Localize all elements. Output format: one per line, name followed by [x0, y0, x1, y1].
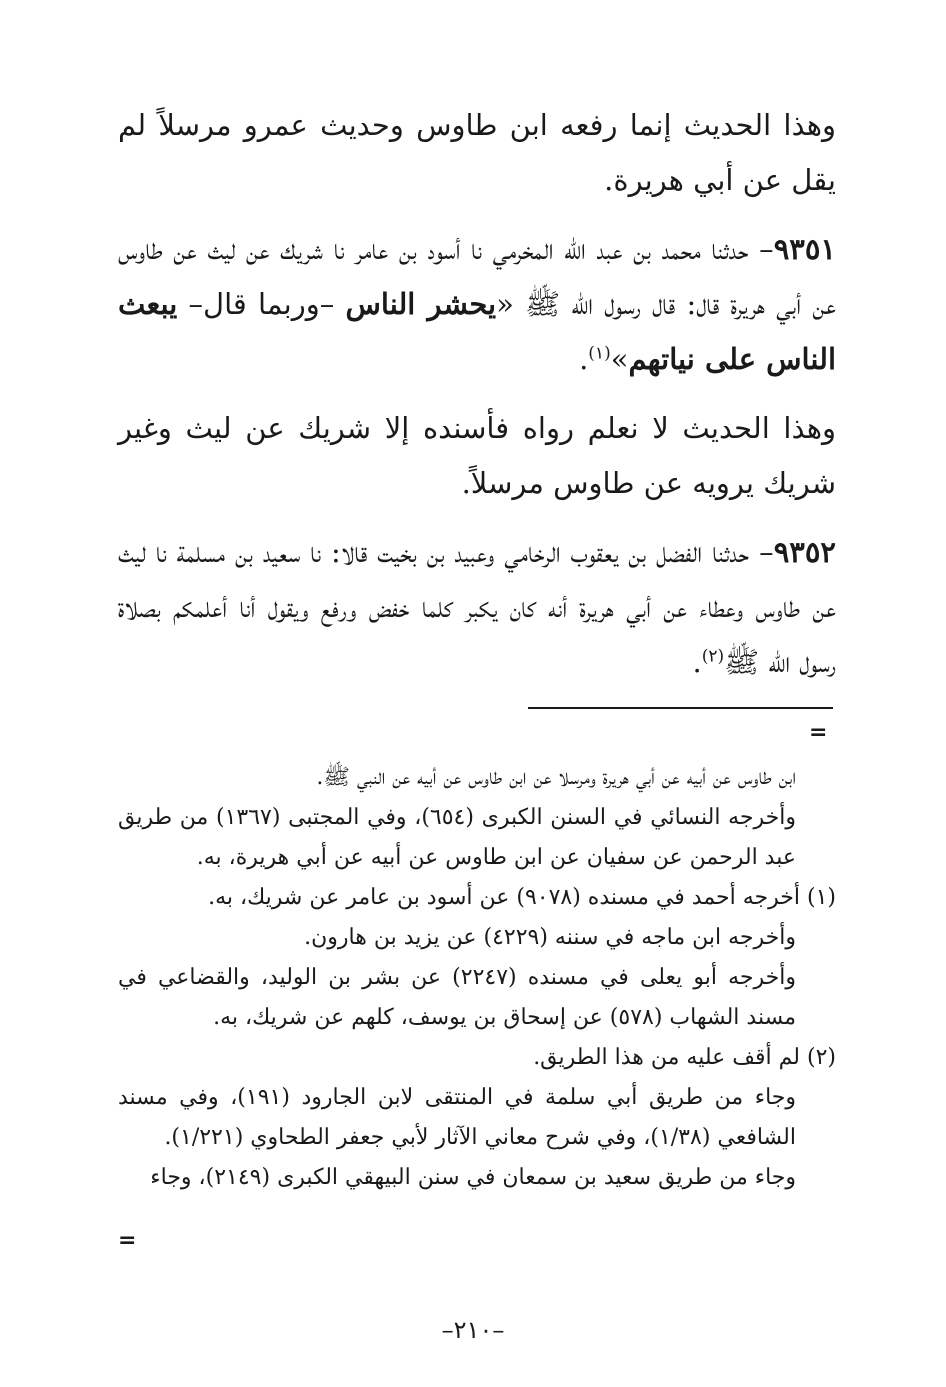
footnote-line: ابن طاوس عن أبيه عن أبي هريرة ومرسلا عن ابن طاوس عن أبيه عن النبي ﷺ.: [316, 765, 796, 790]
footnote-1: (١) أخرجه أحمد في مسنده (٩٠٧٨) عن أسود بن عامر عن شريك، به.: [208, 885, 836, 910]
hadith-text: –وربما قال–: [177, 287, 346, 321]
paragraph-1: وهذا الحديث إنما رفعه ابن طاوس وحديث عمرو مرسلاً لم يقل عن أبي هريرة.: [118, 108, 836, 197]
footnote-line: وأخرجه النسائي في السنن الكبرى (٦٥٤)، وفي المجتبى (١٣٦٧) من طريق عبد الرحمن عن سفيان عن ابن طاوس عن أبيه عن أبي هريرة، به.: [118, 805, 796, 870]
hadith-matn-bold: يحشر الناس: [345, 287, 497, 321]
footnote-line: وأخرجه أبو يعلى في مسنده (٢٢٤٧) عن بشر بن الوليد، والقضاعي في مسند الشهاب (٥٧٨) عن إسحاق بن يوسف، كلهم عن شريك، به.: [118, 965, 797, 1030]
hadith-9351: [118, 222, 836, 387]
hadith-matn-bold: يبعث الناس على نياتهم: [118, 287, 836, 376]
hadith-text: – حدثنا الفضل بن يعقوب الرخامي وعبيد بن بخيت قالا: نا سعيد بن مسلمة نا ليث عن طاوس وعطاء عن أبي هريرة أنه كان يكبر كلما خفض ورفع ويقول أنا أعلمكم بصلاة رسول الله ﷺ: [118, 535, 836, 679]
hadith-text: .: [579, 342, 589, 376]
hadith-text: »: [610, 342, 629, 376]
paragraph-3: وهذا الحديث لا نعلم رواه فأسنده إلا شريك عن ليث وغير شريك يرويه عن طاوس مرسلاً.: [118, 411, 836, 500]
footnote-ref: (٢): [701, 646, 725, 667]
hadith-number: ٩٣٥١: [773, 232, 836, 266]
hadith-text: – حدثنا محمد بن عبد الله المخرمي نا أسود بن عامر نا شريك عن ليث عن طاوس عن أبي هريرة قال: قال رسول الله ﷺ «: [118, 232, 836, 321]
footnote-line: وجاء من طريق سعيد بن سمعان في سنن البيهقي الكبرى (٢١٤٩)، وجاء: [150, 1165, 796, 1190]
footnote-ref: (١): [588, 343, 611, 364]
hadith-number: ٩٣٥٢: [773, 535, 836, 569]
page-number: –٢١٠–: [441, 1316, 505, 1344]
hadith-text: .: [692, 645, 702, 679]
continuation-mark: =: [118, 1228, 137, 1253]
hadith-9352: [118, 525, 836, 690]
main-text: [118, 98, 836, 704]
footnote-line: وجاء من طريق أبي سلمة في المنتقى لابن الجارود (١٩١)، وفي مسند الشافعي (١/٣٨)، وفي شرح معاني الآثار لأبي جعفر الطحاوي (١/٢٢١).: [118, 1085, 797, 1150]
footnotes: [118, 758, 836, 1198]
continuation-mark: =: [809, 720, 828, 745]
footnote-separator: [528, 707, 833, 709]
footnote-line: وأخرجه ابن ماجه في سننه (٤٢٢٩) عن يزيد بن هارون.: [304, 925, 796, 950]
footnote-2: (٢) لم أقف عليه من هذا الطريق.: [533, 1045, 836, 1070]
